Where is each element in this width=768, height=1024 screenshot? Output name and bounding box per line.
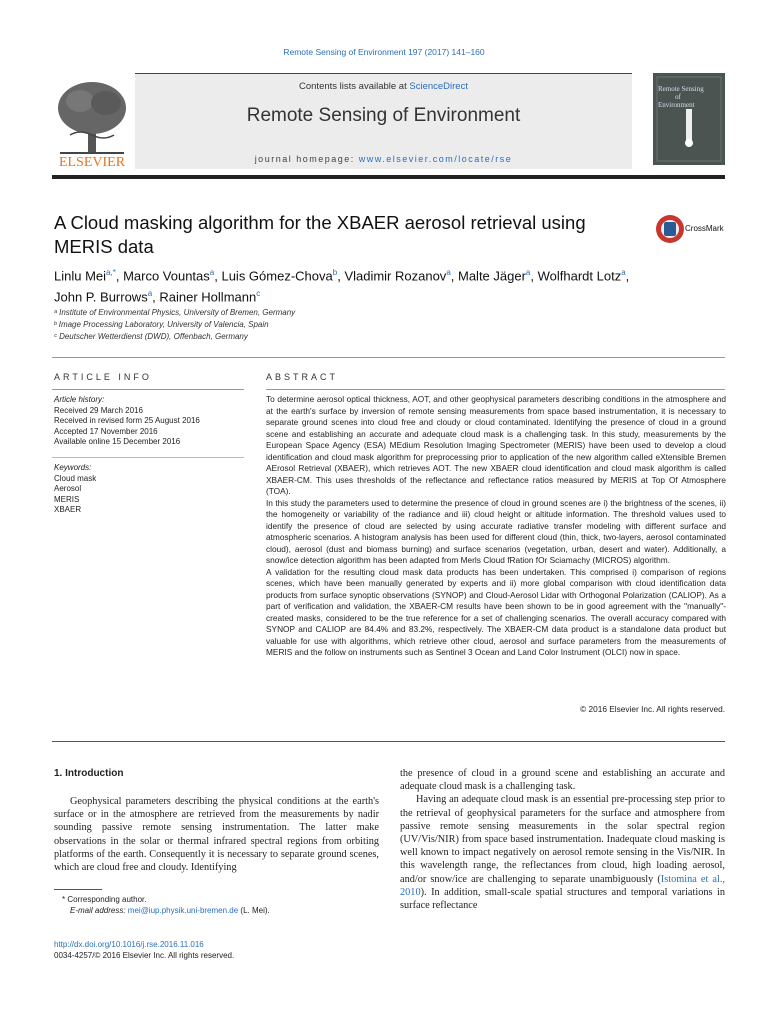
homepage-link[interactable]: www.elsevier.com/locate/rse (358, 154, 513, 164)
author-separator: , (530, 268, 538, 284)
cover-title (658, 85, 720, 109)
abstract-heading: ABSTRACT (266, 372, 339, 382)
author-affiliation-marker[interactable]: b (332, 268, 338, 277)
contents-prefix: Contents lists available at (299, 81, 410, 92)
author-affiliation-marker[interactable]: c (256, 289, 261, 299)
cover-title-line: Environment (658, 101, 695, 109)
article-title: A Cloud masking algorithm for the XBAER aerosol retrieval using MERIS data (54, 212, 586, 257)
abstract-paragraph: To determine aerosol optical thickness, AOT, and other geophysical parameters describing conditions in the atmosphere and at the earth's surface by inversion of remote sensing measurements from space based instrumentation, it is necessary to separate ground scenes into cloud free and cloudy or cloud contaminated. Identifying the presence of cloud in a ground scene and establishing an accurate and adequate cloud mask is a challenging task. In this study, measurements by the European Space Agency (ESA) MEdium Resolution Imaging Spectrometer (MERIS) have been used to develop a cloud identification and cloud mask algorithm for preprocessing prior to application of the new algorithm called eXtensible Bremen AErosol Retrieval (XBAER), which retrieves AOT. The new XBAER cloud identification and cloud mask algorithm is called XBAER-CM. This uses thresholds of the reflectance and reflectance ratios measured by MERIS at Top Of Atmosphere (TOA). (266, 394, 726, 496)
contents-availability (135, 81, 632, 92)
keyword: MERIS (54, 494, 80, 504)
history-item: Available online 15 December 2016 (54, 437, 181, 446)
corresponding-author-note: * Corresponding author. (62, 895, 147, 904)
keywords (54, 463, 244, 516)
author-affiliation-marker[interactable]: a (621, 268, 626, 277)
crossmark-button[interactable] (655, 214, 733, 246)
journal-name[interactable]: Remote Sensing of Environment (246, 105, 521, 126)
author-name[interactable]: Vladimir Rozanov (344, 268, 447, 284)
keyword: XBAER (54, 505, 82, 514)
author-separator: , (214, 268, 222, 284)
email-link[interactable]: mei@iup.physik.uni-bremen.de (127, 906, 239, 915)
history-item: Received 29 March 2016 (54, 405, 143, 415)
author-separator: , (337, 268, 345, 284)
abstract-rule (266, 389, 725, 390)
author-affiliation-marker[interactable]: a (147, 289, 153, 299)
body-column-left (54, 795, 379, 874)
keywords-label: Keywords: (54, 463, 92, 472)
affiliation: ᵃ Institute of Environmental Physics, University of Bremen, Germany (54, 308, 296, 317)
author-affiliation-marker[interactable]: a (209, 268, 215, 277)
cover-title-line: of (675, 93, 681, 101)
keyword: Aerosol (54, 484, 82, 493)
crossmark-icon (655, 214, 685, 244)
email-suffix: (L. Mei). (238, 906, 270, 915)
affiliation: ᵇ Image Processing Laboratory, University of Valencia, Spain (54, 320, 269, 329)
article-info-heading: ARTICLE INFO (54, 372, 152, 382)
article-history (54, 395, 244, 448)
footnote-rule (54, 889, 102, 890)
author-name[interactable]: Luis Gómez-Chova (221, 268, 333, 284)
email-line (54, 905, 379, 916)
body-text: ). In addition, small-scale spatial structures and temporal variations in surface reflectance (400, 886, 725, 912)
article-info-subrule (52, 457, 244, 458)
author-separator: , (152, 289, 160, 305)
author-name[interactable]: Wolfhardt Lotz (537, 268, 622, 284)
body-paragraph: Geophysical parameters describing the physical conditions at the earth's surface or in the atmosphere are retrieved from the measurements by nadir sounding passive remote sensing instrumentation. The latter make observations in the solar or thermal infrared spectral regions from orbiting platforms of the earth. Consequently it is necessary to separate ground scenes, which are cloud free and cloudy. Identifying (54, 796, 379, 874)
history-label: Article history: (54, 395, 105, 404)
body-divider (52, 741, 725, 742)
section-divider (52, 357, 725, 358)
journal-homepage (135, 154, 632, 164)
body-paragraph (400, 793, 725, 912)
sciencedirect-link[interactable]: ScienceDirect (409, 81, 468, 92)
author-affiliation-marker[interactable]: a (446, 268, 451, 277)
body-text: Having an adequate cloud mask is an essential pre-processing step prior to the retrieval of geophysical parameters for the surface and atmosphere from passive remote sensing measurements in the solar spectral region (UV/Vis/NIR) from space based instrumentation. Inadequate cloud masking is well known to impact negatively on aerosol remote sensing in the Vis/NIR. In this wavelength range, the reflectances from cloud, high loading aerosol, and/or snow/ice are challenging to separate unambiguously ( (400, 794, 725, 885)
author-separator: , (115, 268, 124, 284)
section-heading-introduction: 1. Introduction (54, 768, 124, 779)
author-affiliation-marker[interactable]: a (525, 268, 531, 277)
homepage-prefix: journal homepage: (254, 154, 359, 164)
elsevier-wordmark: ELSEVIER (58, 155, 126, 170)
cover-title-line: Remote Sensing (658, 85, 704, 93)
author-name[interactable]: John P. Burrows (54, 289, 148, 305)
abstract-paragraph: In this study the parameters used to determine the presence of cloud in ground scenes are i) the brightness of the scenes, ii) the homogeneity or variability of the radiance and iii) cloud height or altitude information. The threshold values used to identify the presence of cloud are selected by using accurate radiative transfer modeling with different surface and atmospheric scenarios. A histogram analysis has been used for different cloud (thin, thick, two-layers, aerosol contaminated cloud), aerosol (dust and biomass burning) and surface scenarios (vegetation, urban, desert and water). Additionally, a snow/ice detection algorithm has been adapted from Merls Cloud fRation fOr Sciamachy (MICROS) algorithm. (266, 497, 726, 565)
author-separator: , (450, 268, 458, 284)
author-name[interactable]: Linlu Mei (54, 268, 107, 284)
email-label: E-mail address: (70, 906, 128, 915)
crossmark-label: CrossMark (685, 224, 724, 233)
journal-reference-link[interactable]: Remote Sensing of Environment 197 (2017) 141–160 (283, 47, 485, 57)
author-name[interactable]: Rainer Hollmann (159, 289, 257, 305)
author-affiliation-marker[interactable]: a,* (106, 268, 116, 277)
header-divider (52, 175, 725, 179)
elsevier-tree-icon (50, 73, 134, 173)
body-column-right (400, 767, 725, 912)
article-info-rule (52, 389, 244, 390)
abstract-body (266, 394, 726, 659)
author-name[interactable]: Malte Jäger (458, 268, 526, 284)
doi-link[interactable]: http://dx.doi.org/10.1016/j.rse.2016.11.016 (54, 940, 204, 949)
abstract-copyright: © 2016 Elsevier Inc. All rights reserved. (580, 704, 725, 714)
issn-copyright: 0034-4257/© 2016 Elsevier Inc. All rights reserved. (54, 951, 235, 960)
history-item: Accepted 17 November 2016 (54, 426, 158, 436)
citation-link[interactable]: Istomina et al., 2010 (400, 873, 725, 898)
body-paragraph: the presence of cloud in a ground scene and establishing an accurate and adequate cloud mask is a challenging task. (400, 768, 725, 793)
elsevier-logo[interactable] (50, 73, 134, 173)
affiliation: ᶜ Deutscher Wetterdienst (DWD), Offenbach, Germany (54, 332, 248, 341)
keyword: Cloud mask (54, 473, 97, 483)
footnote (54, 894, 379, 916)
author-list (54, 264, 734, 307)
author-separator: , (625, 268, 630, 284)
history-item: Received in revised form 25 August 2016 (54, 416, 200, 425)
author-name[interactable]: Marco Vountas (123, 268, 210, 284)
abstract-paragraph: A validation for the resulting cloud mask data products has been undertaken. This comprised i) comparison of regions scenes, which have been manually generated by experts and ii) more global comparison with cloud identification data products from surface synoptic observations (SYNOP) and Cloud-Aerosol Lidar with Orthogonal Polarization (CALIOP). As a part of verification and validation, the XBAER-CM results have been shown to be in good agreement with the "manually"-created masks, considered to be the true reference for a set of challenging scenarios. The overall accuracy compared with SYNOP and CALIOP are 84.4% and 83.2%, respectively. The XBAER-CM data product is a standalone data product but valuable for use with algorithms, which retrieve other cloud, aerosol and surface parameters from the measurements of MERIS and the follow on instruments such as Sentinel 3 Ocean and Land Color Instrument (OLCI) now in space. (266, 566, 726, 657)
